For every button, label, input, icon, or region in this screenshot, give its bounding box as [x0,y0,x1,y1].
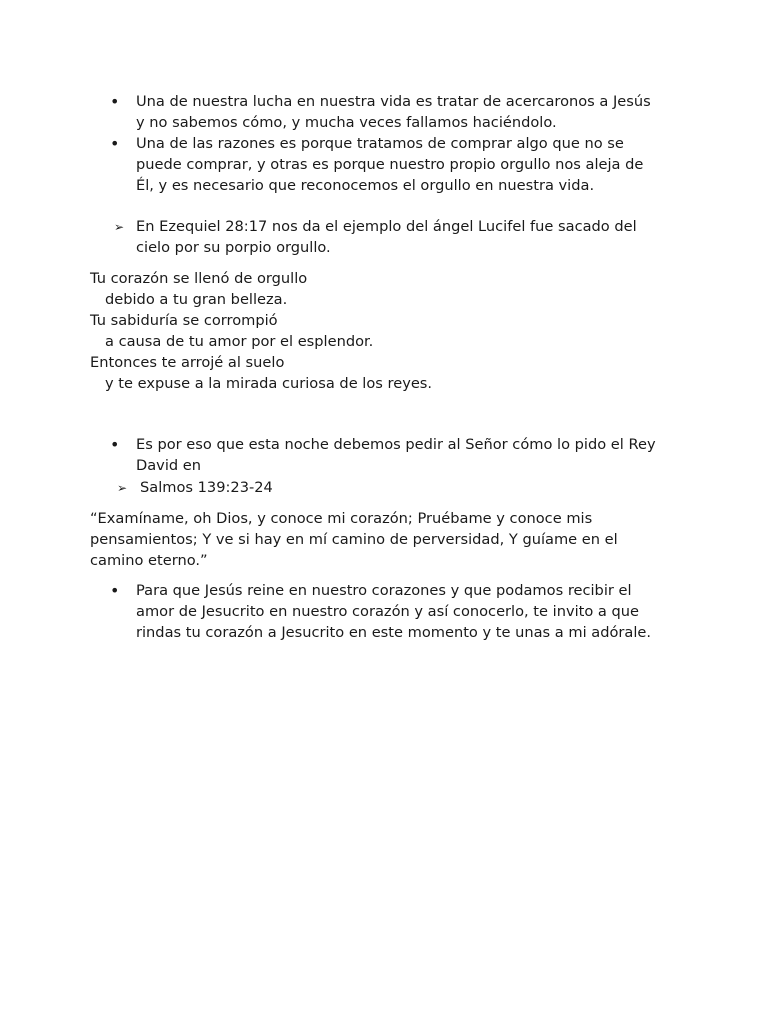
bullet-marker: • [110,581,120,600]
paragraph-line: puede comprar, y otras es porque nuestro propio orgullo nos aleja de [136,156,644,173]
verse-block [90,268,432,394]
paragraph-line: Una de las razones es porque tratamos de comprar algo que no se [136,135,624,152]
quote-block [90,508,618,571]
paragraph-line: cielo por su porpio orgullo. [136,239,331,256]
quote-line: pensamientos; Y ve si hay en mí camino de perversidad, Y guíame en el [90,531,618,548]
verse-line: y te expuse a la mirada curiosa de los reyes. [105,375,433,392]
scripture-reference: Salmos 139:23-24 [140,479,273,496]
paragraph-line: En Ezequiel 28:17 nos da el ejemplo del ángel Lucifel fue sacado del [136,218,637,235]
bullet-marker: • [110,92,120,111]
paragraph-line: amor de Jesucrito en nuestro corazón y así conocerlo, te invito a que [136,603,640,620]
verse-line: Entonces te arrojé al suelo [90,354,285,371]
verse-line: debido a tu gran belleza. [105,291,288,308]
quote-line: camino eterno.” [90,552,208,569]
bullet-marker: • [110,134,120,153]
paragraph-line: Es por eso que esta noche debemos pedir al Señor cómo lo pido el Rey [136,436,656,453]
verse-line: a causa de tu amor por el esplendor. [105,333,374,350]
verse-line: Tu sabiduría se corrompió [90,312,278,329]
paragraph-line: rindas tu corazón a Jesucrito en este momento y te unas a mi adórale. [136,624,652,641]
paragraph-line: David en [136,457,202,474]
paragraph-line: Una de nuestra lucha en nuestra vida es tratar de acercaronos a Jesús [136,93,651,110]
paragraph-line: Para que Jesús reine en nuestro corazones y que podamos recibir el [136,582,632,599]
verse-line: Tu corazón se llenó de orgullo [90,270,308,287]
bullet-marker: • [110,435,120,454]
paragraph-line: y no sabemos cómo, y mucha veces fallamos haciéndolo. [136,114,557,131]
paragraph-line: Él, y es necesario que reconocemos el orgullo en nuestra vida. [136,177,595,194]
quote-line: “Examíname, oh Dios, y conoce mi corazón; Pruébame y conoce mis [90,510,593,527]
arrow-bullet-icon: ➢ [117,481,128,495]
arrow-bullet-icon: ➢ [114,220,125,234]
